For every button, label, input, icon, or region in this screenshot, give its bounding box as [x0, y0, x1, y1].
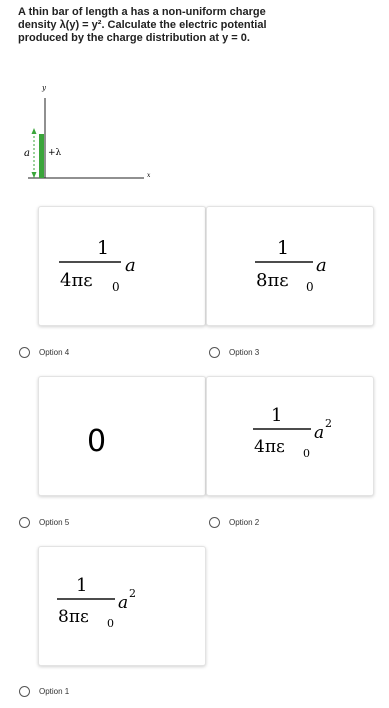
svg-text:8πε: 8πε	[58, 607, 89, 627]
svg-text:0: 0	[112, 280, 120, 294]
option-1-card[interactable]	[38, 546, 206, 666]
svg-text:a: a	[314, 423, 325, 443]
option-4-label: Option 4	[39, 347, 70, 357]
density-label: +λ	[48, 148, 62, 158]
svg-text:4πε: 4πε	[254, 437, 285, 457]
option-5-card[interactable]	[38, 376, 206, 496]
option-5-radio[interactable]	[19, 517, 30, 528]
svg-text:1: 1	[277, 237, 290, 259]
option-4-radio[interactable]	[19, 347, 30, 358]
svg-text:1: 1	[97, 237, 110, 259]
length-arrow-head-bottom	[32, 172, 37, 178]
x-axis-label: x	[147, 172, 151, 179]
option-1-radio-row[interactable]	[19, 684, 69, 698]
option-2-radio[interactable]	[209, 517, 220, 528]
option-1-radio[interactable]	[19, 686, 30, 697]
option-3-formula	[207, 207, 373, 325]
option-2-card[interactable]	[206, 376, 374, 496]
length-label: a	[24, 148, 30, 159]
option-2-formula	[207, 377, 373, 495]
option-5-label: Option 5	[39, 517, 70, 527]
option-3-radio-row[interactable]	[209, 345, 259, 359]
svg-text:2: 2	[325, 417, 332, 430]
charged-bar	[39, 134, 44, 178]
option-1-label: Option 1	[39, 686, 70, 696]
svg-text:0: 0	[87, 424, 107, 459]
option-4-formula	[39, 207, 205, 325]
option-5-formula	[39, 377, 205, 495]
option-3-radio[interactable]	[209, 347, 220, 358]
svg-text:0: 0	[107, 617, 114, 630]
option-2-label: Option 2	[229, 517, 260, 527]
svg-text:0: 0	[306, 280, 314, 294]
length-arrow-head-top	[32, 128, 37, 134]
option-3-card[interactable]	[206, 206, 374, 326]
svg-text:1: 1	[76, 575, 88, 596]
svg-text:a: a	[125, 255, 136, 276]
charged-bar-figure	[14, 84, 164, 184]
y-axis-label: y	[42, 84, 46, 92]
question-text: A thin bar of length a has a non-uniform charge density λ(y) = y². Calculate the electric potential produced by the charge distribution at y = 0.	[18, 6, 267, 44]
svg-text:0: 0	[303, 447, 310, 460]
option-4-radio-row[interactable]	[19, 345, 69, 359]
svg-text:1: 1	[271, 405, 283, 426]
svg-text:8πε: 8πε	[256, 270, 289, 291]
svg-text:a: a	[118, 593, 129, 613]
option-1-formula	[39, 547, 205, 665]
svg-text:a: a	[316, 255, 327, 276]
option-3-label: Option 3	[229, 347, 260, 357]
option-2-radio-row[interactable]	[209, 515, 259, 529]
option-4-card[interactable]	[38, 206, 206, 326]
svg-text:4πε: 4πε	[60, 270, 93, 291]
option-5-radio-row[interactable]	[19, 515, 69, 529]
svg-text:2: 2	[129, 587, 136, 600]
